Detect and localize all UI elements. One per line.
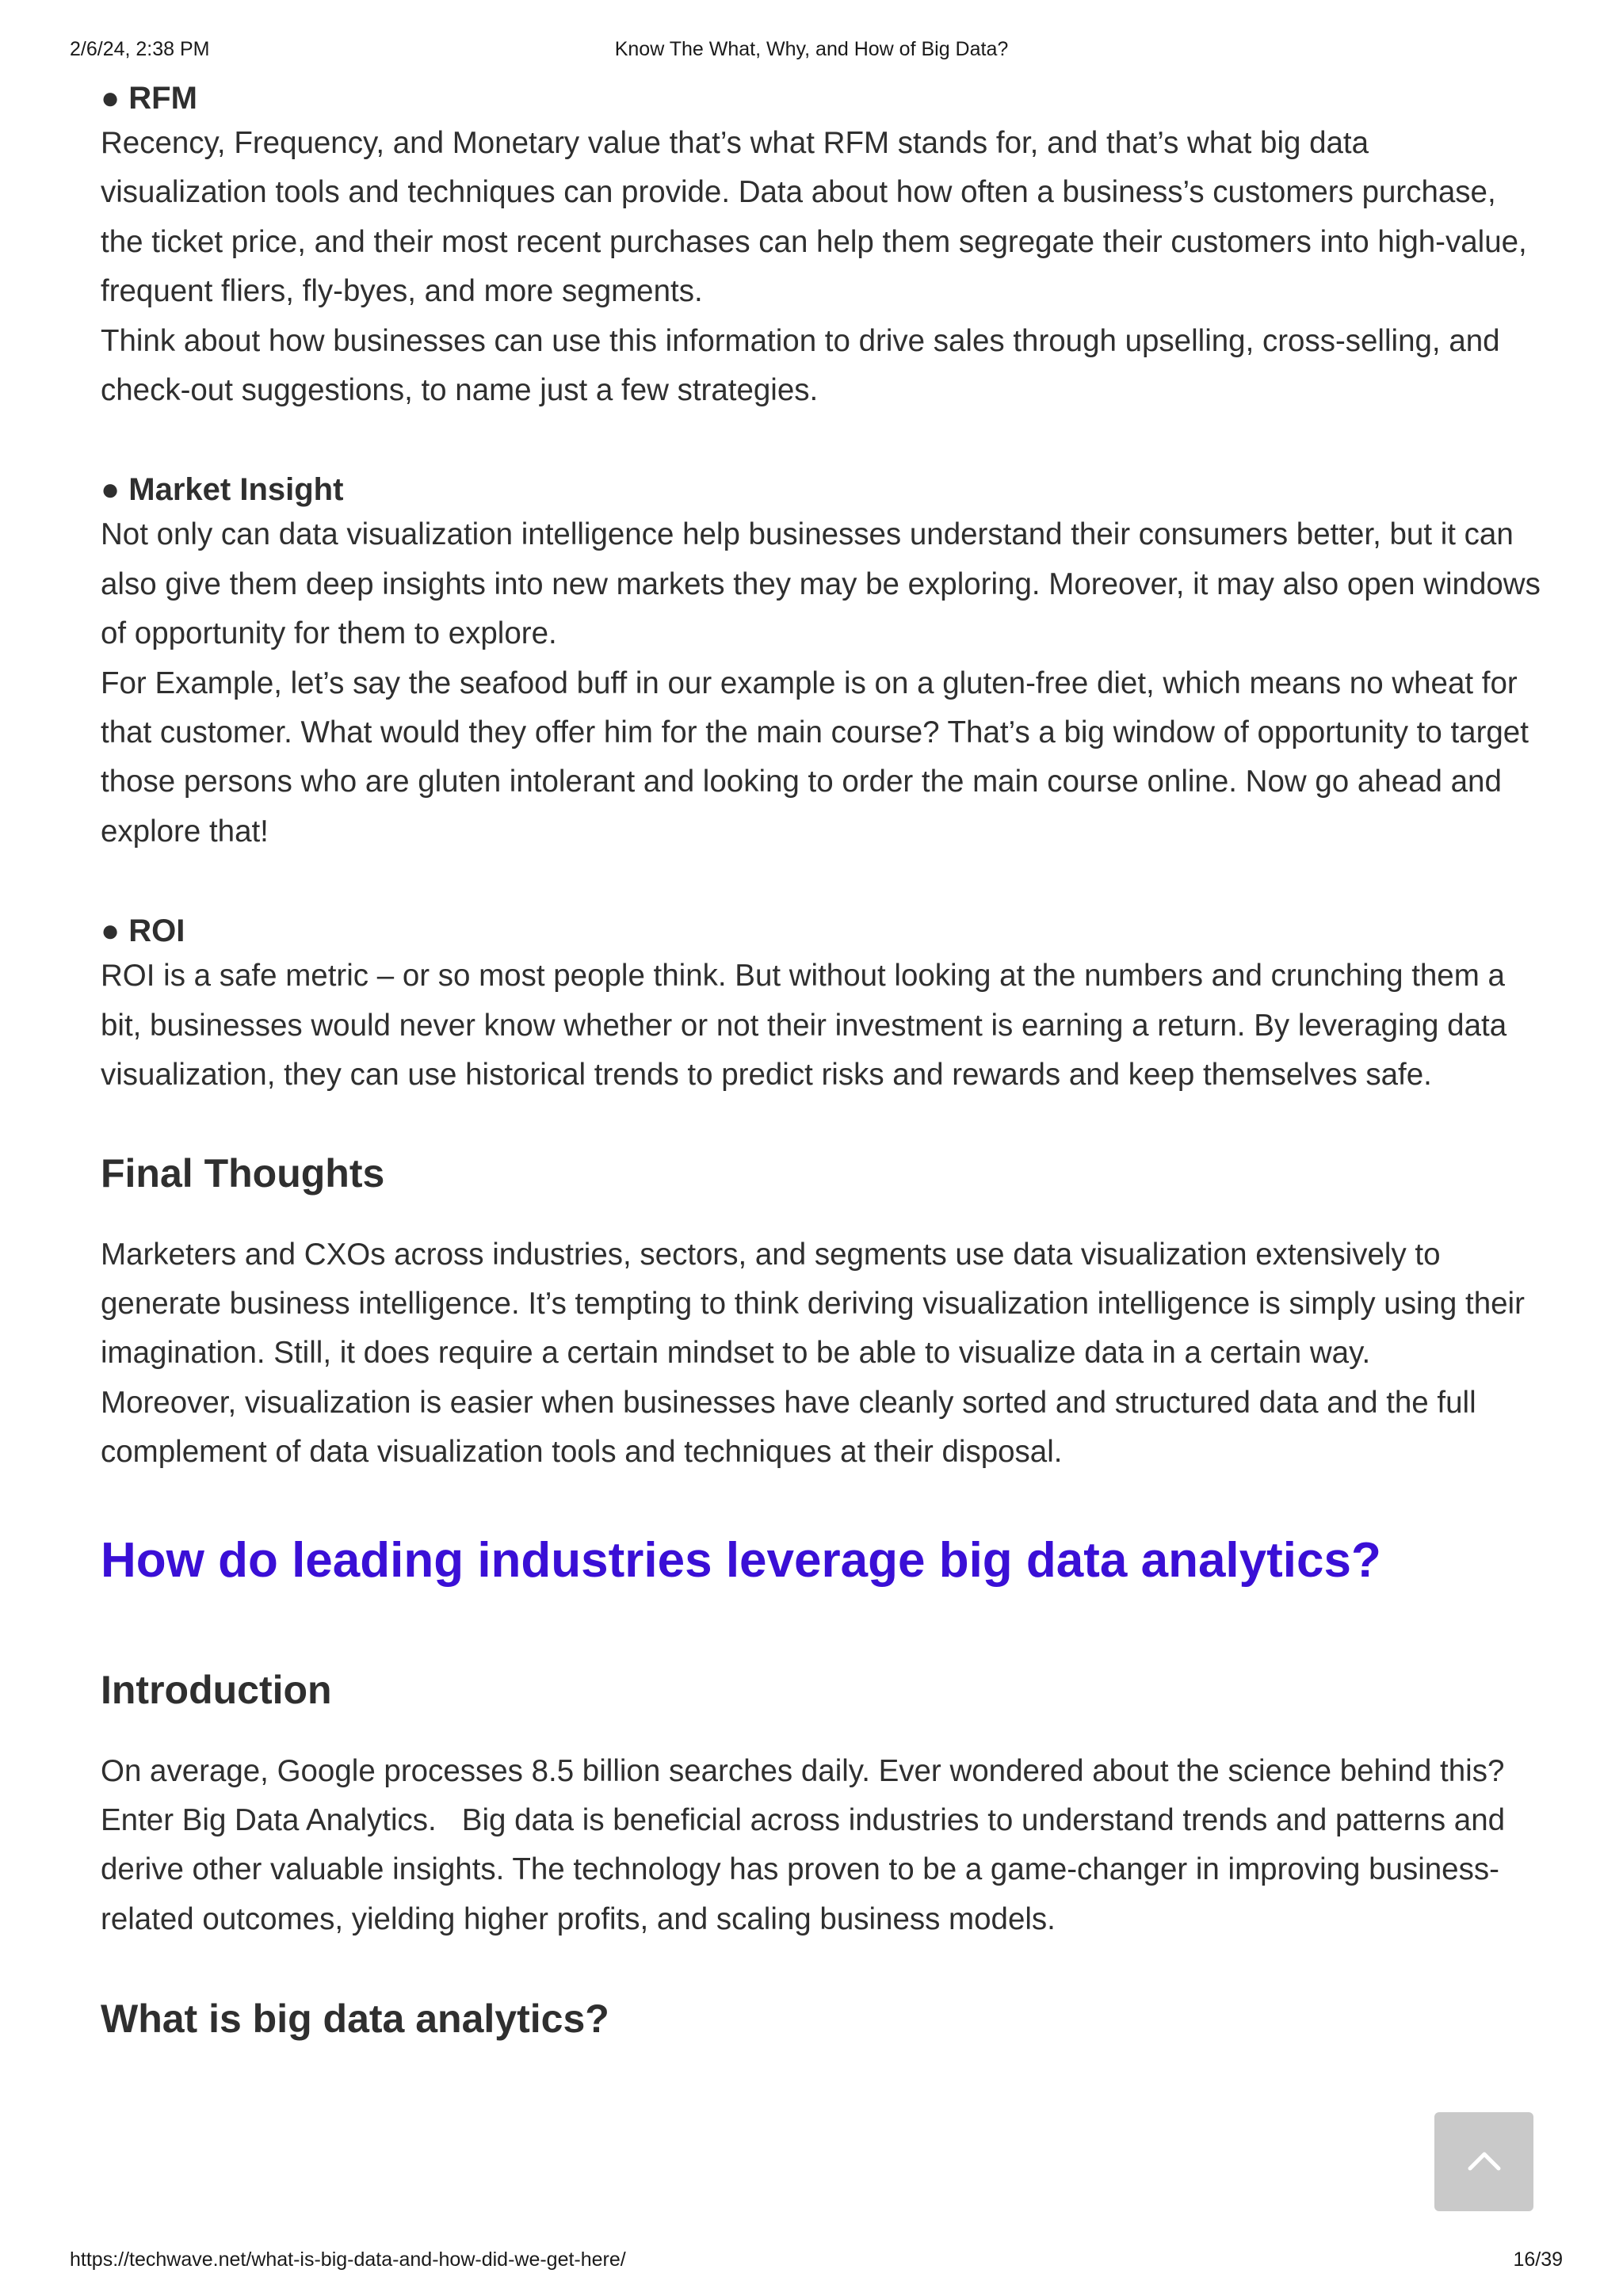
print-header [0, 38, 1623, 70]
rfm-heading: ● RFM [101, 81, 197, 116]
what-is-big-data-analytics-heading: What is big data analytics? [101, 1997, 609, 2042]
print-datetime: 2/6/24, 2:38 PM [70, 38, 210, 60]
introduction-paragraph-1: On average, Google processes 8.5 billion searches daily. Ever wondered about the science behind this? Enter Big Data Analytics. Big data is beneficial across industries to understand trends and patterns and derive other valuable insights. The technology has proven to be a game-changer in improving business-related outcomes, yielding higher profits, and scaling business models. [101, 1753, 1514, 1936]
final-thoughts-paragraph-2: Moreover, visualization is easier when businesses have cleanly sorted and structured data and the full complement of data visualization tools and techniques at their disposal. [101, 1385, 1476, 1470]
rfm-paragraph-1: Recency, Frequency, and Monetary value that’s what RFM stands for, and that’s what big data visualization tools and techniques can provide. Data about how often a business’s customers purchase, the ticket price, and their most recent purchases can help them segregate their customers into high-value, frequent fliers, fly-byes, and more segments. [101, 126, 1527, 309]
market-insight-paragraph-1: Not only can data visualization intelligence help businesses understand their consumers better, but it can also give them deep insights into new markets they may be exploring. Moreover, it may also open windows of opportunity for them to explore. [101, 517, 1541, 651]
market-insight-heading: ● Market Insight [101, 472, 344, 508]
market-insight-paragraph-2: For Example, let’s say the seafood buff in our example is on a gluten-free diet, which means no wheat for that customer. What would they offer him for the main course? That’s a big window of opportunity to target those persons who are gluten intolerant and looking to order the main course online. Now go ahead and explore that! [101, 666, 1529, 849]
print-page-title: Know The What, Why, and How of Big Data? [614, 38, 1009, 60]
print-page-number: 16/39 [1513, 2248, 1563, 2271]
rfm-paragraph-2: Think about how businesses can use this information to drive sales through upselling, cross-selling, and check-out suggestions, to name just a few strategies. [101, 323, 1500, 408]
introduction-heading: Introduction [101, 1667, 332, 1712]
print-url: https://techwave.net/what-is-big-data-and-how-did-we-get-here/ [70, 2248, 626, 2271]
final-thoughts-heading: Final Thoughts [101, 1150, 385, 1196]
section-heading-industries: How do leading industries leverage big data analytics? [101, 1532, 1381, 1588]
article-content [101, 78, 1543, 2042]
chevron-up-icon [1467, 2148, 1502, 2172]
print-footer [0, 2248, 1623, 2280]
scroll-to-top-button[interactable] [1434, 2112, 1533, 2211]
roi-heading: ● ROI [101, 913, 185, 949]
final-thoughts-paragraph-1: Marketers and CXOs across industries, sectors, and segments use data visualization extensively to generate business intelligence. It’s tempting to think deriving visualization intelligence is simply using their imagination. Still, it does require a certain mindset to be able to visualize data in a certain way. [101, 1237, 1525, 1371]
roi-paragraph-1: ROI is a safe metric – or so most people think. But without looking at the numbers and crunching them a bit, businesses would never know whether or not their investment is earning a return. By leveraging data visualization, they can use historical trends to predict risks and rewards and keep themselves safe. [101, 959, 1507, 1093]
